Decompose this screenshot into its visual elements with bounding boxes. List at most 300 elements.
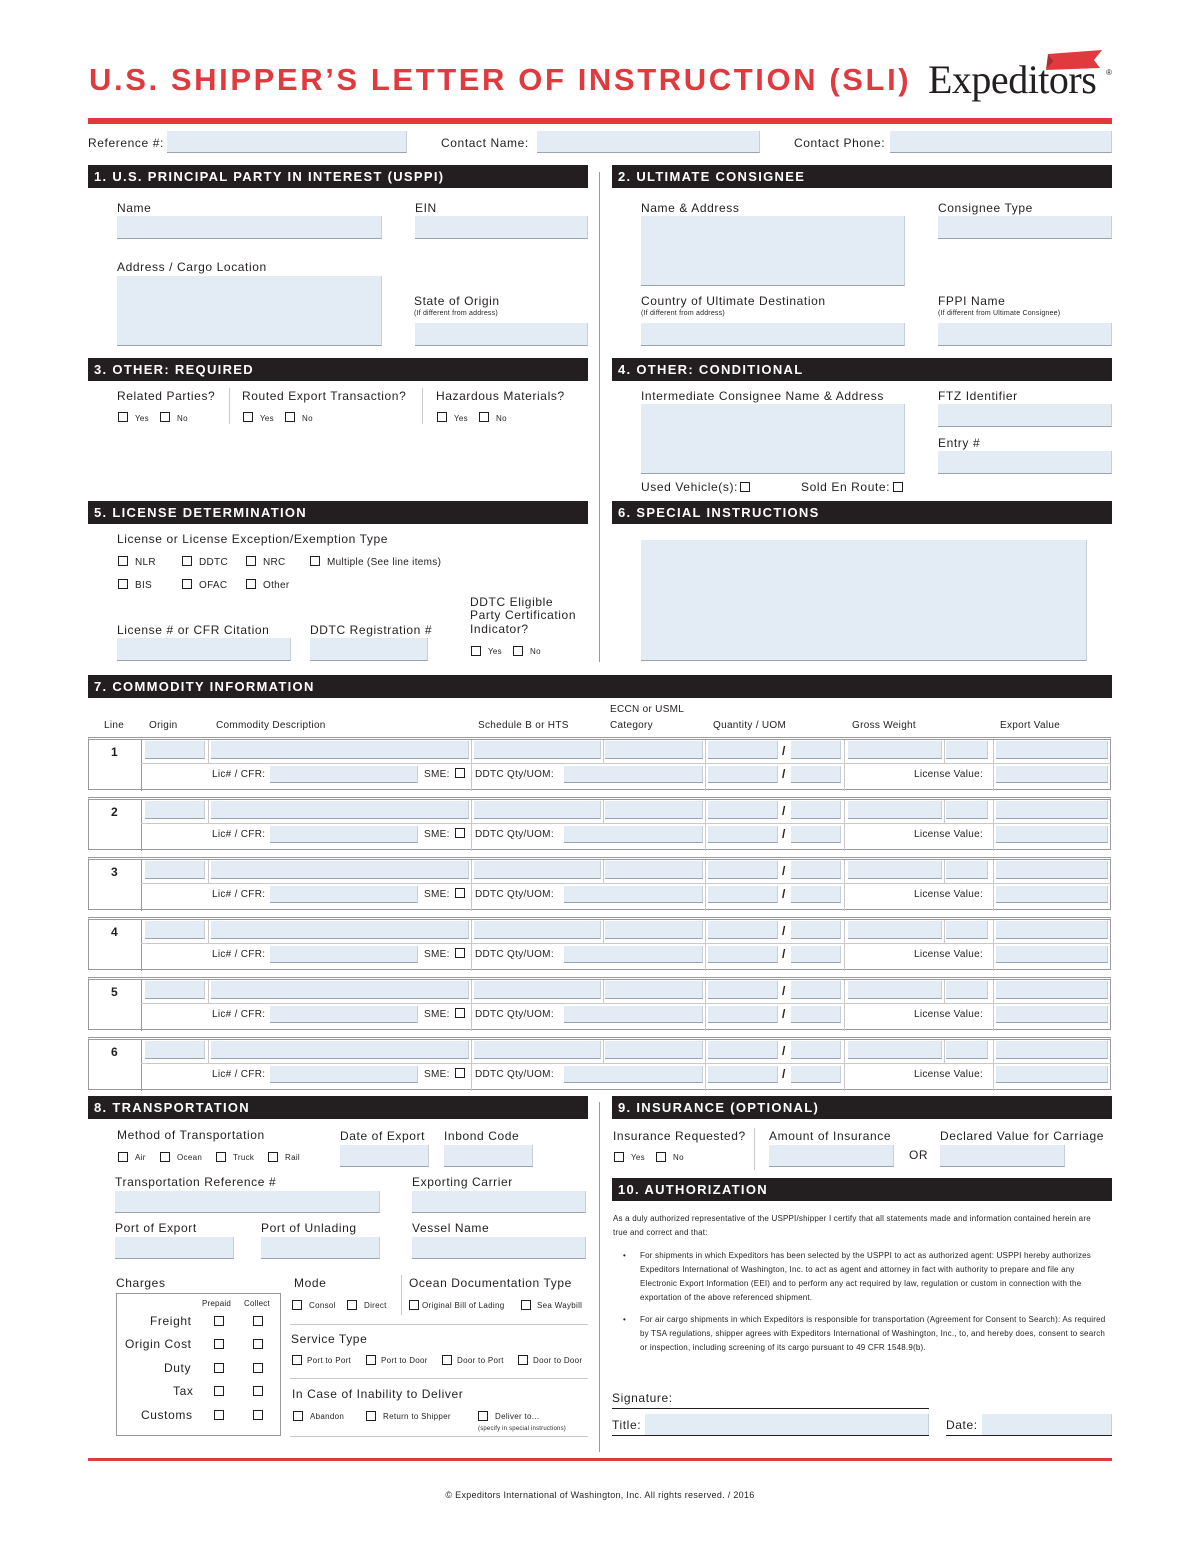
cell-divider [471, 980, 472, 1003]
schedule-b-input[interactable] [474, 921, 601, 939]
consignee-name-label: Name & Address [641, 201, 740, 215]
row-split [141, 1063, 1111, 1064]
origin-input[interactable] [145, 861, 205, 879]
column-divider [599, 172, 600, 662]
license-value-input[interactable] [996, 1006, 1108, 1023]
insurance-no-checkbox[interactable] [656, 1152, 666, 1162]
description-input[interactable] [211, 921, 469, 939]
cell-divider [705, 980, 706, 1031]
rail-checkbox[interactable] [268, 1152, 278, 1162]
ddtc-qty-value-input[interactable] [708, 1066, 778, 1083]
ddtc-qty-value-input[interactable] [708, 766, 778, 783]
ftz-input[interactable] [938, 404, 1112, 427]
related-yes-checkbox[interactable] [118, 412, 128, 422]
cell-divider [993, 740, 994, 791]
entry-label: Entry # [938, 436, 981, 450]
insurance-no-label: No [673, 1153, 684, 1162]
origin-input[interactable] [145, 921, 205, 939]
ddtc-eligible-label-1: DDTC Eligible [470, 595, 554, 609]
ddtc-qty-input[interactable] [564, 1066, 703, 1083]
deliver-checkbox[interactable] [478, 1411, 488, 1421]
ddtc-uom-input[interactable] [791, 1066, 841, 1083]
cell-divider [844, 920, 845, 971]
ddtc-qty-input[interactable] [564, 946, 703, 963]
amount-insurance-input[interactable] [769, 1145, 894, 1167]
sme-label: SME: [424, 769, 450, 780]
citation-input[interactable] [117, 638, 291, 661]
ddtc-uom-input[interactable] [791, 826, 841, 843]
slash: / [782, 804, 786, 818]
section-6-header: 6. SPECIAL INSTRUCTIONS [612, 501, 1112, 524]
ddtc-uom-input[interactable] [791, 1006, 841, 1023]
hazardous-yes-checkbox[interactable] [437, 412, 447, 422]
cell-divider [471, 1064, 472, 1091]
ddtc-qty-label: DDTC Qty/UOM: [475, 829, 554, 840]
row-divider [141, 860, 142, 911]
abandon-checkbox[interactable] [293, 1411, 303, 1421]
prepaid-label: Prepaid [202, 1299, 231, 1308]
cell-divider [993, 860, 994, 911]
sme-label: SME: [424, 889, 450, 900]
schedule-b-input[interactable] [474, 861, 601, 879]
row-split [141, 943, 1111, 944]
contact-name-label: Contact Name: [441, 136, 529, 150]
exporting-carrier-input[interactable] [412, 1191, 586, 1213]
slash: / [782, 827, 786, 841]
tax-label: Tax [173, 1384, 194, 1398]
method-label: Method of Transportation [117, 1128, 265, 1142]
expeditors-logo [928, 48, 1113, 106]
bullet-1-marker: • [623, 1251, 627, 1260]
cell-divider [603, 740, 604, 763]
row-divider [141, 980, 142, 1031]
cell-divider [993, 980, 994, 1031]
description-input[interactable] [211, 801, 469, 819]
lic-cfr-input[interactable] [270, 826, 418, 843]
gross-unit-input[interactable] [946, 1041, 988, 1059]
nrc-checkbox[interactable] [246, 556, 256, 566]
uom-input[interactable] [791, 921, 841, 939]
ddtc-uom-input[interactable] [791, 766, 841, 783]
ddtc-eligible-label-3: Indicator? [470, 622, 529, 636]
air-checkbox[interactable] [118, 1152, 128, 1162]
ddtc-qty-label: DDTC Qty/UOM: [475, 1009, 554, 1020]
nlr-checkbox[interactable] [118, 556, 128, 566]
ddtc-uom-input[interactable] [791, 946, 841, 963]
col-description: Commodity Description [216, 720, 326, 731]
port-unlading-input[interactable] [261, 1237, 380, 1259]
col-eccn-1: ECCN or USML [610, 704, 685, 715]
slash: / [782, 767, 786, 781]
ddtc-qty-input[interactable] [564, 766, 703, 783]
sme-label: SME: [424, 829, 450, 840]
hazardous-no-checkbox[interactable] [479, 412, 489, 422]
bis-label: BIS [135, 580, 153, 591]
tax-prepaid-checkbox[interactable] [214, 1386, 224, 1396]
sme-label: SME: [424, 1069, 450, 1080]
lic-cfr-label: Lic# / CFR: [212, 1009, 266, 1020]
quantity-input[interactable] [708, 1041, 778, 1059]
ofac-checkbox[interactable] [182, 579, 192, 589]
swb-checkbox[interactable] [521, 1300, 531, 1310]
gross-weight-input[interactable] [848, 981, 942, 999]
slash: / [782, 1044, 786, 1058]
cell-divider [705, 800, 706, 851]
related-no-label: No [177, 414, 188, 423]
cell-divider [208, 740, 209, 763]
column-divider [599, 1102, 600, 1452]
gross-unit-input[interactable] [946, 981, 988, 999]
uom-input[interactable] [791, 741, 841, 759]
lic-cfr-label: Lic# / CFR: [212, 1069, 266, 1080]
port-export-input[interactable] [115, 1237, 234, 1259]
uom-input[interactable] [791, 861, 841, 879]
license-value-input[interactable] [996, 766, 1108, 783]
section-3-header: 3. OTHER: REQUIRED [88, 358, 588, 381]
inability-label: In Case of Inability to Deliver [292, 1387, 464, 1401]
country-destination-input[interactable] [641, 323, 905, 346]
footer-copyright: © Expeditors International of Washington, Inc. All rights reserved. / 2016 [445, 1490, 755, 1500]
usppi-address-input[interactable] [117, 276, 382, 346]
slash: / [782, 1007, 786, 1021]
export-value-input[interactable] [996, 861, 1108, 879]
freight-collect-checkbox[interactable] [253, 1316, 263, 1326]
ddtc-qty-label: DDTC Qty/UOM: [475, 949, 554, 960]
multiple-checkbox[interactable] [310, 556, 320, 566]
cell-divider [603, 860, 604, 883]
section-7-header: 7. COMMODITY INFORMATION [88, 675, 1112, 698]
ddtc-registration-label: DDTC Registration # [310, 623, 433, 637]
license-value-label: License Value: [914, 829, 984, 840]
truck-checkbox[interactable] [216, 1152, 226, 1162]
sold-en-route-label: Sold En Route: [801, 480, 891, 494]
d2d-checkbox[interactable] [518, 1355, 528, 1365]
origin-input[interactable] [145, 741, 205, 759]
ddtc-registration-input[interactable] [310, 638, 428, 661]
ddtc-qty-value-input[interactable] [708, 886, 778, 903]
cell-divider [208, 980, 209, 1003]
cell-divider [944, 800, 945, 823]
schedule-b-input[interactable] [474, 741, 601, 759]
export-value-input[interactable] [996, 921, 1108, 939]
sme-checkbox[interactable] [455, 768, 465, 778]
bullet-2-marker: • [623, 1315, 627, 1324]
footer-rule [88, 1458, 1112, 1461]
export-value-input[interactable] [996, 741, 1108, 759]
insurance-yes-label: Yes [631, 1153, 645, 1162]
uom-input[interactable] [791, 801, 841, 819]
routed-label: Routed Export Transaction? [242, 389, 407, 403]
cell-divider [471, 920, 472, 943]
date-underline [946, 1435, 1112, 1436]
intermediate-input[interactable] [641, 404, 905, 474]
section-10-header: 10. AUTHORIZATION [612, 1178, 1112, 1201]
license-value-input[interactable] [996, 1066, 1108, 1083]
date-input[interactable] [982, 1414, 1112, 1436]
lic-cfr-label: Lic# / CFR: [212, 829, 266, 840]
slash: / [782, 924, 786, 938]
eccn-input[interactable] [605, 921, 703, 939]
lic-cfr-input[interactable] [270, 1066, 418, 1083]
quantity-input[interactable] [708, 981, 778, 999]
quantity-input[interactable] [708, 921, 778, 939]
origin-cost-label: Origin Cost [125, 1337, 192, 1351]
state-origin-input[interactable] [415, 323, 588, 346]
return-checkbox[interactable] [366, 1411, 376, 1421]
bis-checkbox[interactable] [118, 579, 128, 589]
eccn-input[interactable] [605, 1041, 703, 1059]
cell-divider [471, 1004, 472, 1031]
description-input[interactable] [211, 741, 469, 759]
inbond-input[interactable] [444, 1145, 533, 1167]
cell-divider [208, 920, 209, 943]
gross-weight-input[interactable] [848, 801, 942, 819]
charges-label: Charges [116, 1276, 166, 1290]
obl-checkbox[interactable] [409, 1300, 419, 1310]
cell-divider [705, 920, 706, 971]
schedule-b-input[interactable] [474, 1041, 601, 1059]
usppi-name-input[interactable] [117, 216, 382, 239]
ddtc-qty-input[interactable] [564, 826, 703, 843]
ddtc-qty-value-input[interactable] [708, 1006, 778, 1023]
col-value: Export Value [1000, 720, 1061, 731]
section-4-header: 4. OTHER: CONDITIONAL [612, 358, 1112, 381]
description-input[interactable] [211, 861, 469, 879]
ddtc-uom-input[interactable] [791, 886, 841, 903]
description-input[interactable] [211, 1041, 469, 1059]
license-value-input[interactable] [996, 946, 1108, 963]
divider [422, 388, 423, 424]
cell-divider [993, 920, 994, 971]
consignee-name-input[interactable] [641, 216, 905, 286]
gross-unit-input[interactable] [946, 921, 988, 939]
date-export-input[interactable] [340, 1145, 429, 1167]
country-destination-note: (If different from address) [641, 310, 725, 317]
contact-phone-input[interactable] [890, 131, 1112, 153]
contact-phone-label: Contact Phone: [794, 136, 886, 150]
gross-weight-input[interactable] [848, 861, 942, 879]
lic-cfr-input[interactable] [270, 1006, 418, 1023]
cell-divider [944, 980, 945, 1003]
schedule-b-input[interactable] [474, 801, 601, 819]
origin-input[interactable] [145, 801, 205, 819]
origin-input[interactable] [145, 1041, 205, 1059]
description-input[interactable] [211, 981, 469, 999]
sold-en-route-checkbox[interactable] [893, 482, 903, 492]
ddtc-checkbox[interactable] [182, 556, 192, 566]
quantity-input[interactable] [708, 741, 778, 759]
title-input[interactable] [645, 1414, 929, 1436]
usppi-ein-input[interactable] [415, 216, 588, 239]
cell-divider [603, 920, 604, 943]
ocean-doc-label: Ocean Documentation Type [409, 1276, 572, 1290]
ddtc-eligible-yes-checkbox[interactable] [471, 646, 481, 656]
p2p-checkbox[interactable] [292, 1355, 302, 1365]
freight-label: Freight [150, 1314, 192, 1328]
col-gross: Gross Weight [852, 720, 916, 731]
origin-input[interactable] [145, 981, 205, 999]
cell-divider [844, 740, 845, 791]
gross-unit-input[interactable] [946, 861, 988, 879]
cell-divider [471, 824, 472, 851]
p2d-checkbox[interactable] [366, 1355, 376, 1365]
consignee-type-input[interactable] [938, 216, 1112, 239]
slash: / [782, 864, 786, 878]
vessel-input[interactable] [412, 1237, 586, 1259]
fppi-input[interactable] [938, 323, 1112, 346]
contact-name-input[interactable] [537, 131, 760, 153]
lic-cfr-input[interactable] [270, 766, 418, 783]
gross-weight-input[interactable] [848, 1041, 942, 1059]
ddtc-label: DDTC [199, 557, 228, 568]
exporting-carrier-label: Exporting Carrier [412, 1175, 513, 1189]
port-unlading-label: Port of Unlading [261, 1221, 357, 1235]
lic-cfr-label: Lic# / CFR: [212, 889, 266, 900]
sme-label: SME: [424, 1009, 450, 1020]
divider [290, 1324, 588, 1325]
slash: / [782, 887, 786, 901]
routed-yes-label: Yes [260, 414, 274, 423]
swb-label: Sea Waybill [537, 1301, 583, 1310]
quantity-input[interactable] [708, 861, 778, 879]
gross-weight-input[interactable] [848, 741, 942, 759]
eccn-input[interactable] [605, 981, 703, 999]
section-5-header: 5. LICENSE DETERMINATION [88, 501, 588, 524]
ddtc-qty-value-input[interactable] [708, 946, 778, 963]
ddtc-eligible-yes-label: Yes [488, 647, 502, 656]
cell-divider [944, 1040, 945, 1063]
duty-label: Duty [164, 1361, 192, 1375]
cell-divider [844, 860, 845, 911]
cell-divider [208, 1040, 209, 1063]
gross-unit-input[interactable] [946, 741, 988, 759]
license-value-label: License Value: [914, 1009, 984, 1020]
fppi-label: FPPI Name [938, 294, 1006, 308]
cell-divider [705, 860, 706, 911]
ddtc-eligible-no-checkbox[interactable] [513, 646, 523, 656]
lic-cfr-label: Lic# / CFR: [212, 769, 266, 780]
duty-prepaid-checkbox[interactable] [214, 1363, 224, 1373]
divider [290, 1378, 588, 1379]
eccn-input[interactable] [605, 801, 703, 819]
consol-checkbox[interactable] [292, 1300, 302, 1310]
cell-divider [471, 860, 472, 883]
row-split [141, 823, 1111, 824]
lic-cfr-input[interactable] [270, 946, 418, 963]
col-quantity: Quantity / UOM [713, 720, 787, 731]
row-split [141, 763, 1111, 764]
ddtc-qty-label: DDTC Qty/UOM: [475, 769, 554, 780]
related-no-checkbox[interactable] [160, 412, 170, 422]
customs-collect-checkbox[interactable] [253, 1410, 263, 1420]
cell-divider [705, 1040, 706, 1091]
p2d-label: Port to Door [381, 1356, 428, 1365]
d2p-checkbox[interactable] [442, 1355, 452, 1365]
country-destination-label: Country of Ultimate Destination [641, 294, 826, 308]
cell-divider [844, 1040, 845, 1091]
customs-label: Customs [141, 1408, 193, 1422]
eccn-input[interactable] [605, 861, 703, 879]
divider [754, 1128, 755, 1170]
state-origin-label: State of Origin [414, 294, 500, 308]
declared-value-input[interactable] [940, 1145, 1065, 1167]
quantity-input[interactable] [708, 801, 778, 819]
vessel-label: Vessel Name [412, 1221, 490, 1235]
cell-divider [471, 764, 472, 791]
freight-prepaid-checkbox[interactable] [214, 1316, 224, 1326]
origin-cost-collect-checkbox[interactable] [253, 1339, 263, 1349]
ddtc-qty-value-input[interactable] [708, 826, 778, 843]
uom-input[interactable] [791, 1041, 841, 1059]
row-split [141, 883, 1111, 884]
export-value-input[interactable] [996, 981, 1108, 999]
license-value-input[interactable] [996, 886, 1108, 903]
divider [401, 1275, 402, 1315]
other-checkbox[interactable] [246, 579, 256, 589]
license-value-label: License Value: [914, 769, 984, 780]
air-label: Air [135, 1153, 146, 1162]
lic-cfr-input[interactable] [270, 886, 418, 903]
routed-no-checkbox[interactable] [285, 412, 295, 422]
slash: / [782, 1067, 786, 1081]
return-label: Return to Shipper [383, 1412, 451, 1421]
routed-no-label: No [302, 414, 313, 423]
duty-collect-checkbox[interactable] [253, 1363, 263, 1373]
gross-unit-input[interactable] [946, 801, 988, 819]
eccn-input[interactable] [605, 741, 703, 759]
direct-checkbox[interactable] [347, 1300, 357, 1310]
ocean-checkbox[interactable] [160, 1152, 170, 1162]
cell-divider [603, 980, 604, 1003]
schedule-b-input[interactable] [474, 981, 601, 999]
origin-cost-prepaid-checkbox[interactable] [214, 1339, 224, 1349]
consignee-type-label: Consignee Type [938, 201, 1033, 215]
authorization-intro: As a duly authorized representative of the USPPI/shipper I certify that all statements made and information contained herein are true and correct and that: [613, 1214, 1091, 1237]
gross-weight-input[interactable] [848, 921, 942, 939]
sme-checkbox[interactable] [455, 888, 465, 898]
reference-input[interactable] [167, 131, 407, 153]
special-instructions-input[interactable] [641, 540, 1087, 661]
sme-checkbox[interactable] [455, 948, 465, 958]
deliver-note: (specify in special instructions) [478, 1426, 566, 1432]
license-value-input[interactable] [996, 826, 1108, 843]
transport-ref-input[interactable] [115, 1191, 380, 1213]
col-eccn-2: Category [610, 720, 653, 731]
export-value-input[interactable] [996, 1041, 1108, 1059]
other-label: Other [263, 580, 290, 591]
amount-insurance-label: Amount of Insurance [769, 1129, 892, 1143]
used-vehicle-checkbox[interactable] [740, 482, 750, 492]
sme-checkbox[interactable] [455, 828, 465, 838]
uom-input[interactable] [791, 981, 841, 999]
ddtc-qty-input[interactable] [564, 1006, 703, 1023]
sme-checkbox[interactable] [455, 1008, 465, 1018]
entry-input[interactable] [938, 451, 1112, 474]
license-type-label: License or License Exception/Exemption Type [117, 532, 389, 546]
license-value-label: License Value: [914, 1069, 984, 1080]
abandon-label: Abandon [310, 1412, 345, 1421]
customs-prepaid-checkbox[interactable] [214, 1410, 224, 1420]
signature-line[interactable] [612, 1408, 929, 1409]
insurance-yes-checkbox[interactable] [614, 1152, 624, 1162]
routed-yes-checkbox[interactable] [243, 412, 253, 422]
tax-collect-checkbox[interactable] [253, 1386, 263, 1396]
or-label: OR [909, 1148, 929, 1162]
sme-checkbox[interactable] [455, 1068, 465, 1078]
hazardous-no-label: No [496, 414, 507, 423]
ddtc-qty-input[interactable] [564, 886, 703, 903]
export-value-input[interactable] [996, 801, 1108, 819]
